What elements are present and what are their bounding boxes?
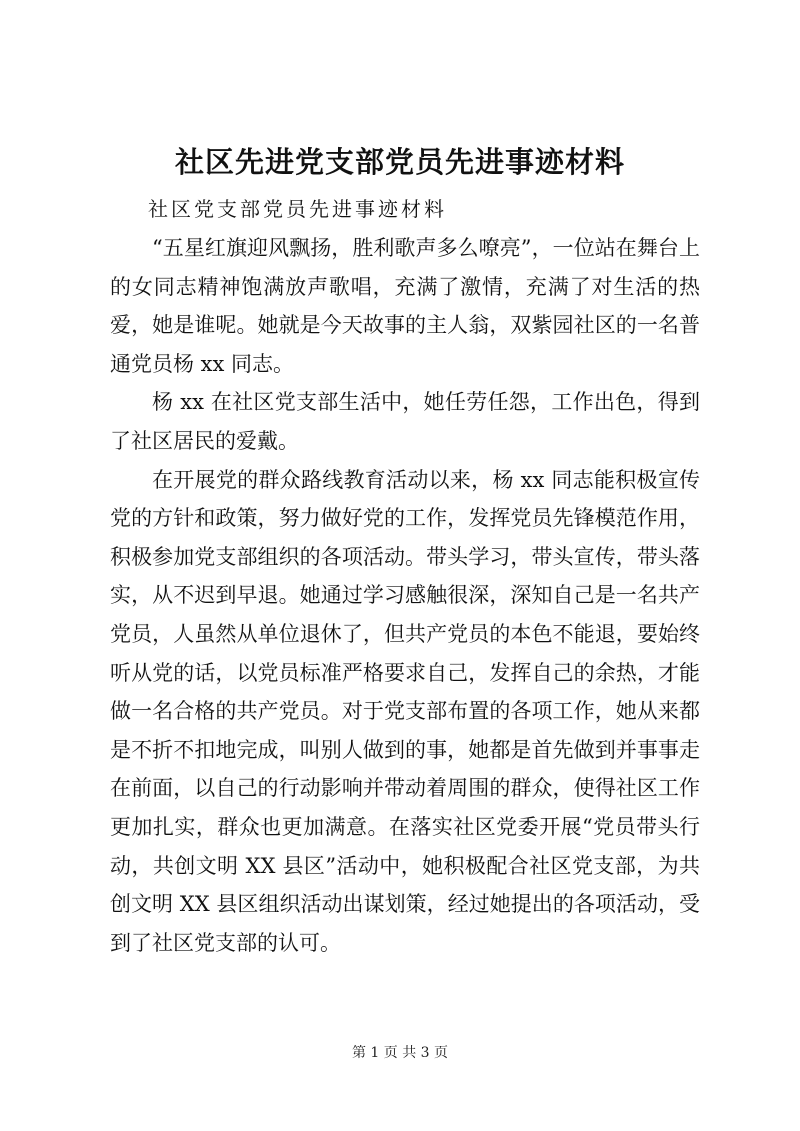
page-footer: 第 1 页 共 3 页 (351, 1045, 449, 1061)
paragraph-1: “五星红旗迎风飘扬，胜利歌声多么嘹亮”，一位站在舞台上的女同志精神饱满放声歌唱，充满了激情，充满了对生活的热爱，她是谁呢。她就是今天故事的主人翁，双紫园社区的一名普通党员杨 xx 同志。 (110, 236, 700, 376)
document-title: 社区先进党支部党员先进事迹材料 (174, 145, 625, 179)
paragraph-3: 在开展党的群众路线教育活动以来，杨 xx 同志能积极宣传党的方针和政策，努力做好党的工作，发挥党员先锋模范作用，积极参加党支部组织的各项活动。带头学习，带头宣传，带头落实，从不迟到早退。她通过学习感触很深，深知自己是一名共产党员，人虽然从单位退休了，但共产党员的本色不能退，要始终听从党的话，以党员标准严格要求自己，发挥自己的余热，才能做一名合格的共产党员。对于党支部布置的各项工作，她从来都是不折不扣地完成，叫别人做到的事，她都是首先做到并事事走在前面，以自己的行动影响并带动着周围的群众，使得社区工作更加扎实，群众也更加满意。在落实社区党委开展“党员带头行动，共创文明 XX 县区”活动中，她积极配合社区党支部，为共创文明 XX 县区组织活动出谋划策，经过她提出的各项活动，受到了社区党支部的认可。 (110, 467, 700, 955)
document-body (110, 229, 700, 962)
paragraph-2: 杨 xx 在社区党支部生活中，她任劳任怨，工作出色，得到了社区居民的爱戴。 (110, 390, 700, 453)
document-subtitle: 社区党支部党员先进事迹材料 (148, 197, 447, 221)
